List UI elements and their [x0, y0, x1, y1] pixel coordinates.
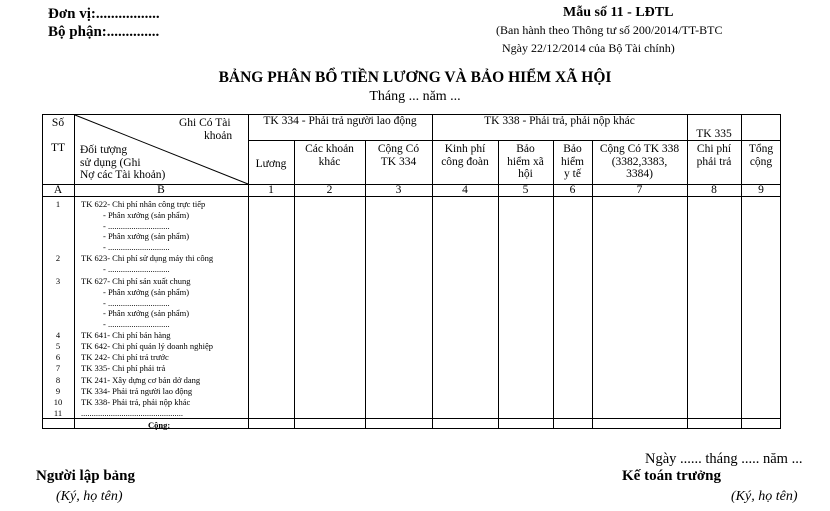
row-account: TK 338- Phải trả, phải nộp khác [81, 397, 191, 407]
row-account: TK 642- Chi phí quản lý doanh nghiệp [81, 341, 213, 351]
row-account: TK 627- Chi phí sản xuất chung [81, 276, 191, 286]
row-account: TK 622- Chi phí nhân công trực tiếp [81, 199, 206, 209]
group-334-header: TK 334 - Phải trả người lao động [263, 115, 417, 127]
index-cell: B [157, 184, 165, 196]
row-number: 11 [53, 408, 63, 418]
row-subitem: - Phân xưởng (sản phẩm) [103, 286, 190, 297]
row-account: TK 623- Chi phí sử dụng máy thi công [81, 253, 214, 263]
index-cell: 1 [268, 184, 274, 196]
row-subitem: - ............................. [103, 319, 170, 330]
index-cell: 7 [636, 184, 643, 196]
accountant-title: Kế toán trưởng [622, 468, 721, 484]
row-number: 8 [55, 375, 61, 385]
col-chi-phi-phai-tra-header: Chi phí phải trả [696, 143, 732, 168]
index-cell: 3 [395, 184, 402, 196]
period-label: Tháng ... năm ... [369, 89, 461, 104]
row-number: 6 [55, 352, 61, 362]
col-so-header: Số [51, 117, 65, 129]
col-cac-khoan-khac-header: Các khoản khác [305, 143, 354, 168]
index-cell: 5 [522, 184, 529, 196]
total-label: Cộng: [148, 420, 171, 430]
unit-label: Đơn vị:................. [48, 6, 160, 22]
index-cell: 9 [758, 184, 764, 196]
col-cong-co-334-header: Cộng Có TK 334 [377, 143, 420, 168]
issued-by: (Ban hành theo Thông tư số 200/2014/TT-BTC [496, 23, 723, 37]
index-cell: 4 [462, 184, 468, 196]
index-cell: 2 [326, 184, 333, 196]
group-335-header: TK 335 [696, 128, 732, 140]
row-number: 3 [55, 276, 61, 286]
date-line: Ngày ...... tháng ..... năm ... [645, 451, 803, 467]
row-number: 9 [55, 386, 61, 396]
row-number: 1 [55, 199, 61, 209]
page-title: BẢNG PHÂN BỔ TIỀN LƯƠNG VÀ BẢO HIỂM XÃ HỘI [218, 69, 612, 86]
preparer-title: Người lập bảng [36, 468, 136, 484]
index-cell: A [53, 184, 63, 196]
group-338-header: TK 338 - Phải trả, phải nộp khác [484, 115, 635, 127]
form-number: Mẫu số 11 - LĐTL [563, 5, 674, 20]
issued-date: Ngày 22/12/2014 của Bộ Tài chính) [502, 41, 675, 55]
row-subitem: - ............................. [103, 220, 170, 231]
col-bhxh-header: Bảo hiểm xã hội [507, 143, 544, 180]
row-account: TK 641- Chi phí bán hàng [81, 330, 171, 340]
row-number: 4 [55, 330, 61, 340]
row-subitem: - ............................. [103, 242, 170, 253]
preparer-note: (Ký, họ tên) [56, 489, 123, 504]
row-number: 5 [55, 341, 61, 351]
col-tong-cong-header: Tổng cộng [748, 143, 774, 168]
col-cong-co-338-header: Cộng Có TK 338 (3382,3383, 3384) [599, 143, 680, 180]
row-subitem: - ............................. [103, 297, 170, 308]
row-account: TK 242- Chi phí trả trước [81, 352, 169, 362]
row-number: 2 [55, 253, 61, 263]
index-cell: 6 [569, 184, 576, 196]
row-account: TK 335- Chi phí phải trả [81, 363, 166, 373]
col-tt-header: TT [50, 142, 66, 154]
col-bhyt-header: Bảo hiểm y tế [561, 143, 584, 180]
diag-header-top2: khoản [204, 130, 233, 142]
row-account: ................................................ [81, 408, 183, 418]
row-number: 10 [53, 397, 63, 407]
row-subitem: - ............................. [103, 263, 170, 274]
accountant-note: (Ký, họ tên) [731, 489, 798, 504]
index-cell: 8 [711, 184, 717, 196]
row-number: 7 [55, 363, 61, 373]
row-subitem: - Phân xưởng (sản phẩm) [103, 308, 190, 319]
row-subitem: - Phân xưởng (sản phẩm) [103, 231, 190, 242]
department-label: Bộ phận:.............. [48, 24, 160, 40]
col-kinh-phi-header: Kinh phí công đoàn [441, 143, 489, 168]
row-subitem: - Phân xưởng (sản phẩm) [103, 209, 190, 220]
diag-header-bottom: Đối tượng sử dụng (Ghi Nợ các Tài khoản) [80, 144, 166, 181]
row-account: TK 241- Xây dựng cơ bản dở dang [81, 375, 201, 385]
row-account: TK 334- Phải trả người lao động [81, 386, 193, 396]
diag-header-top: Ghi Có Tài [179, 117, 231, 129]
col-luong-header: Lương [255, 158, 287, 170]
